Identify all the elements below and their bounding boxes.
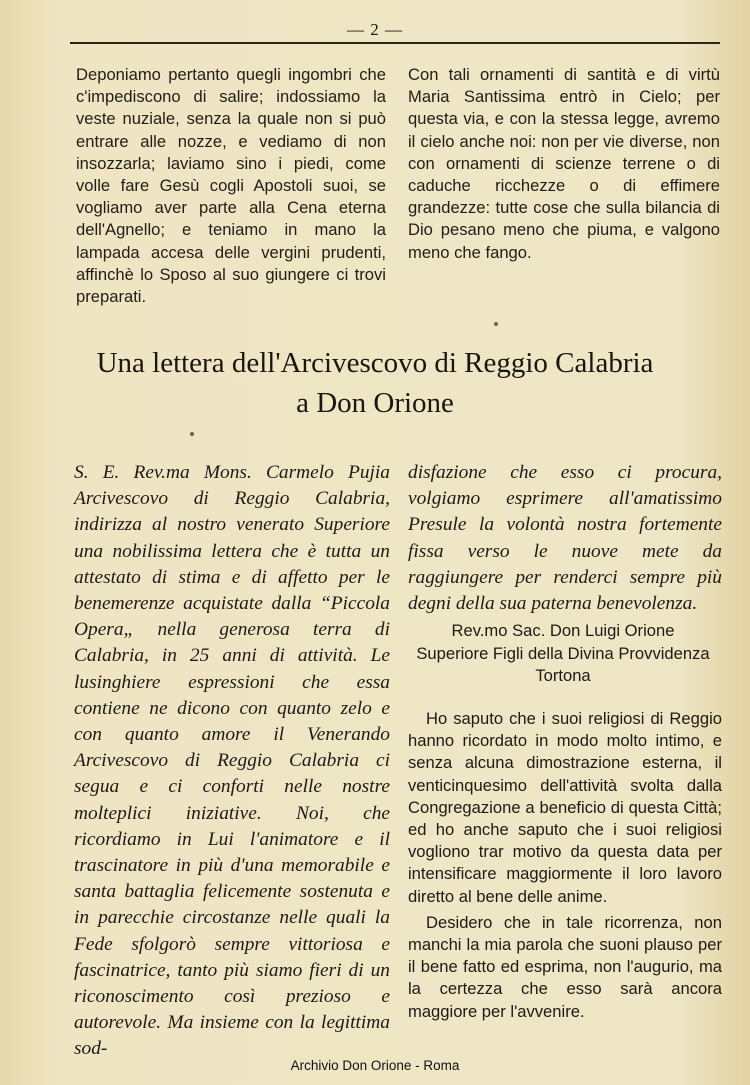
ink-speck <box>494 322 498 326</box>
continued-text-right: Con tali ornamenti di santità e di virtù Maria Santissima entrò in Cielo; per questa via, e con la stessa legge, avremo il cielo anche noi: non per vie diverse, non con ornamenti di scienze terrene o di caduche ricchezze o di effimere grandezze: tutte cose che sulla bilancia di Dio pesano meno che piuma, e valgono meno che fango. <box>408 65 720 262</box>
article-title-second-line: a Don Orione <box>296 387 454 419</box>
addressee-name: Rev.mo Sac. Don Luigi Orione <box>451 621 675 640</box>
letter-paragraph: Desidero che in tale ricorrenza, non manchi la mia parola che suoni plauso per il bene fatto ed esprima, non l'augurio, ma la certezza che esso sarà ancora maggiore per l'avvenire. <box>408 912 722 1021</box>
intro-text-right: disfazione che esso ci procura, volgiamo esprimere all'amatissimo Presule la volontà nostra fortemente fissa verso le nuove mete da raggiungere per renderci sempre più degni della sua paterna benevolenza. <box>408 462 722 615</box>
continued-text-left: Deponiamo pertanto quegli ingombri che c'impediscono di salire; indossiamo la veste nuziale, senza la quale non si può entrare alle nozze, e vediamo di non insozzarla; laviamo sino i piedi, come volle fare Gesù cogli Apostoli suoi, se vogliamo aver parte alla Cena eterna dell'Agnello; e teniamo in mano la lampada accesa delle vergini prudenti, affinchè lo Sposo al suo giungere ci trovi preparati. <box>76 65 386 307</box>
header-rule <box>70 42 720 44</box>
letter-body <box>408 708 722 1023</box>
letter-paragraph: Ho saputo che i suoi religiosi di Reggio hanno ricordato in modo molto intimo, e senza alcuna dimostrazione esterna, il venticinquesimo dell'attività svolta dalla Congregazione a beneficio di questa Città; ed ho anche saputo che i suoi religiosi vogliono trar motivo da questa data per intensificare maggiormente il loro lavoro diretto al bene delle anime. <box>408 709 722 906</box>
addressee-title: Superiore Figli della Divina Provvidenza <box>416 643 710 663</box>
intro-text-left: S. E. Rev.ma Mons. Carmelo Pujia Arcivescovo di Reggio Calabria, indirizza al nostro venerato Superiore una nobilissima lettera che è tutta un attestato di stima e di affetto per le benemerenze acquistate dalla “Piccola Opera„ nella generosa terra di Calabria, in 25 anni di attività. Le lusinghiere espressioni che essa contiene ne dicono con quanto zelo e con quanto amore il Venerando Arcivescovo di Reggio Calabria ci segua e ci conforti nelle nostre molteplici iniziative. Noi, che ricordiamo in Lui l'animatore e il trascinatore in più d'una memorabile e santa battaglia felicemente sostenuta e in parecchie circostanze nelle quali la Fede sfolgorò sempre vittoriosa e fascinatrice, tanto più siamo fieri di un riconoscimento così prezioso e autorevole. Ma insieme con la legittima sod- <box>74 462 390 1060</box>
article-title: Una lettera dell'Arcivescovo di Reggio Calabria <box>96 347 654 379</box>
ink-speck <box>190 432 194 436</box>
archive-footer: Archivio Don Orione - Roma <box>290 1058 460 1073</box>
letter-addressee <box>398 620 728 688</box>
addressee-city: Tortona <box>535 666 591 685</box>
page-number: — 2 — <box>347 20 403 39</box>
